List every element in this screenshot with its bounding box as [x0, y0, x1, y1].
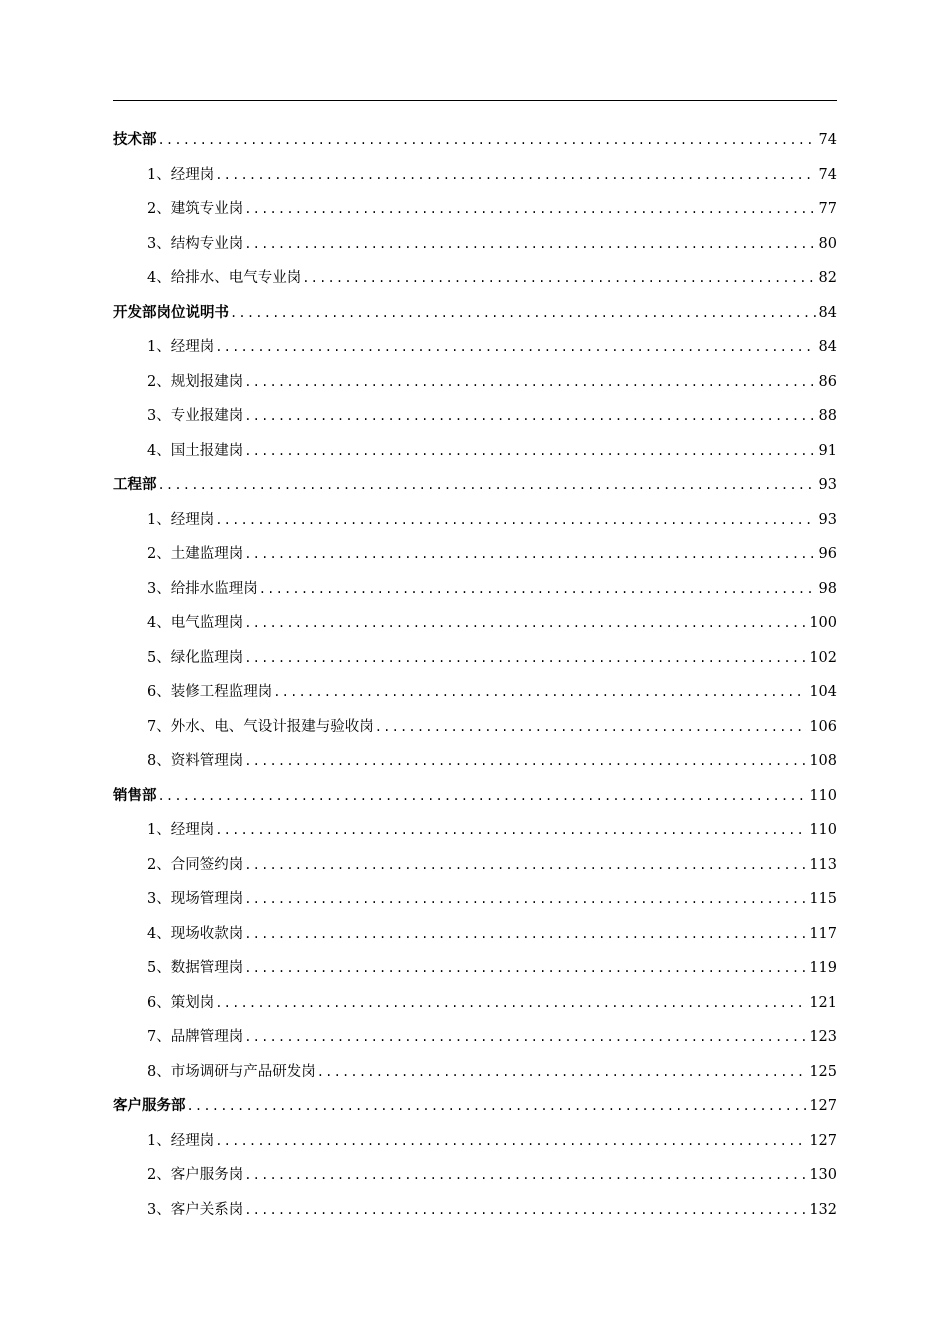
- dot-leader: [273, 675, 806, 710]
- toc-entry-label: 7、外水、电、气设计报建与验收岗: [147, 718, 374, 735]
- toc-entry-label: 3、给排水监理岗: [147, 580, 258, 597]
- toc-entry-label: 1、经理岗: [147, 822, 215, 838]
- toc-entry-label: 3、结构专业岗: [147, 235, 244, 252]
- toc-entry-page: 119: [809, 960, 837, 976]
- toc-entry-label: 工程部: [113, 476, 157, 493]
- header-rule: [113, 100, 837, 101]
- toc-entry[interactable]: [113, 158, 837, 193]
- toc-entry[interactable]: [113, 537, 837, 572]
- toc-entry[interactable]: [113, 882, 837, 917]
- toc-entry-label: 客户服务部: [113, 1097, 186, 1114]
- toc-entry-label: 2、规划报建岗: [147, 373, 244, 390]
- toc-entry[interactable]: [113, 744, 837, 779]
- toc-entry-section[interactable]: [113, 779, 837, 814]
- dot-leader: [244, 917, 806, 952]
- toc-entry-page: 102: [809, 649, 837, 666]
- toc-entry-page: 110: [809, 787, 837, 804]
- toc-entry-page: 88: [818, 408, 837, 424]
- dot-leader: [215, 1124, 806, 1159]
- dot-leader: [215, 503, 815, 538]
- toc-entry-label: 1、经理岗: [147, 339, 215, 355]
- dot-leader: [375, 710, 807, 745]
- toc-entry-page: 82: [818, 270, 837, 286]
- toc-entry-page: 100: [809, 615, 837, 631]
- toc-entry-label: 1、经理岗: [147, 166, 215, 183]
- toc-entry[interactable]: [113, 192, 837, 227]
- toc-entry-label: 1、经理岗: [147, 511, 215, 528]
- dot-leader: [244, 399, 815, 434]
- toc-entry-page: 123: [809, 1029, 837, 1045]
- toc-entry-label: 4、电气监理岗: [147, 615, 244, 631]
- toc-entry-page: 106: [809, 718, 837, 735]
- toc-entry-page: 98: [818, 580, 837, 597]
- dot-leader: [230, 296, 816, 331]
- dot-leader: [215, 813, 806, 848]
- toc-entry[interactable]: [113, 227, 837, 262]
- toc-entry-label: 销售部: [113, 786, 157, 804]
- dot-leader: [244, 848, 806, 883]
- table-of-contents: [113, 123, 837, 1227]
- toc-entry-page: 113: [809, 856, 837, 873]
- dot-leader: [244, 537, 815, 572]
- toc-entry[interactable]: [113, 813, 837, 848]
- toc-entry-page: 127: [809, 1132, 837, 1149]
- toc-entry-label: 8、资料管理岗: [147, 753, 244, 769]
- toc-entry[interactable]: [113, 848, 837, 883]
- toc-entry-page: 74: [818, 166, 837, 183]
- toc-entry[interactable]: [113, 1193, 837, 1228]
- toc-entry[interactable]: [113, 641, 837, 676]
- toc-entry-label: 3、现场管理岗: [147, 891, 244, 907]
- toc-entry-label: 8、市场调研与产品研发岗: [147, 1063, 316, 1080]
- dot-leader: [244, 1020, 806, 1055]
- toc-entry-page: 80: [818, 235, 837, 252]
- toc-entry[interactable]: [113, 1158, 837, 1193]
- toc-entry-label: 3、客户关系岗: [147, 1201, 244, 1218]
- toc-entry-label: 4、国土报建岗: [147, 442, 244, 459]
- toc-entry-page: 86: [818, 373, 837, 390]
- dot-leader: [302, 261, 815, 296]
- toc-entry-page: 127: [809, 1098, 837, 1114]
- toc-entry-page: 117: [809, 925, 837, 942]
- toc-entry-page: 125: [809, 1063, 837, 1080]
- dot-leader: [158, 779, 807, 814]
- toc-entry-page: 130: [809, 1167, 837, 1183]
- toc-entry-section[interactable]: [113, 296, 837, 331]
- toc-entry-label: 1、经理岗: [147, 1132, 215, 1149]
- toc-entry[interactable]: [113, 951, 837, 986]
- toc-entry-label: 2、土建监理岗: [147, 546, 244, 562]
- toc-entry-page: 96: [818, 546, 837, 562]
- toc-entry[interactable]: [113, 1020, 837, 1055]
- toc-entry[interactable]: [113, 572, 837, 607]
- toc-entry-label: 2、建筑专业岗: [147, 201, 244, 217]
- dot-leader: [244, 192, 815, 227]
- toc-entry[interactable]: [113, 261, 837, 296]
- dot-leader: [244, 882, 806, 917]
- toc-entry-page: 104: [809, 684, 837, 700]
- dot-leader: [244, 744, 806, 779]
- dot-leader: [215, 158, 815, 193]
- toc-entry-page: 74: [818, 132, 837, 148]
- toc-entry[interactable]: [113, 399, 837, 434]
- toc-entry-page: 93: [818, 477, 837, 493]
- dot-leader: [158, 123, 816, 158]
- toc-entry-page: 93: [818, 511, 837, 528]
- toc-entry-label: 7、品牌管理岗: [147, 1029, 244, 1045]
- toc-entry-section[interactable]: [113, 123, 837, 158]
- toc-entry-page: 110: [809, 822, 837, 838]
- toc-entry[interactable]: [113, 710, 837, 745]
- toc-entry-section[interactable]: [113, 468, 837, 503]
- dot-leader: [317, 1055, 807, 1090]
- toc-entry-label: 6、装修工程监理岗: [147, 684, 273, 700]
- toc-entry-label: 4、给排水、电气专业岗: [147, 270, 302, 286]
- toc-entry-label: 2、合同签约岗: [147, 856, 244, 873]
- dot-leader: [244, 951, 806, 986]
- dot-leader: [215, 330, 815, 365]
- dot-leader: [215, 986, 806, 1021]
- toc-entry-page: 132: [809, 1201, 837, 1218]
- toc-entry-page: 115: [809, 891, 837, 907]
- toc-entry[interactable]: [113, 503, 837, 538]
- toc-entry[interactable]: [113, 917, 837, 952]
- dot-leader: [259, 572, 816, 607]
- toc-entry-page: 84: [818, 304, 837, 321]
- dot-leader: [244, 606, 806, 641]
- toc-entry-label: 3、专业报建岗: [147, 408, 244, 424]
- dot-leader: [158, 468, 816, 503]
- dot-leader: [244, 365, 815, 400]
- toc-entry-label: 2、客户服务岗: [147, 1167, 244, 1183]
- toc-entry-page: 108: [809, 753, 837, 769]
- toc-entry[interactable]: [113, 365, 837, 400]
- dot-leader: [244, 1158, 806, 1193]
- toc-entry-label: 5、数据管理岗: [147, 960, 244, 976]
- toc-entry[interactable]: [113, 675, 837, 710]
- toc-entry[interactable]: [113, 1055, 837, 1090]
- toc-entry[interactable]: [113, 606, 837, 641]
- toc-entry-page: 84: [818, 339, 837, 355]
- toc-entry-section[interactable]: [113, 1089, 837, 1124]
- dot-leader: [187, 1089, 807, 1124]
- dot-leader: [244, 227, 815, 262]
- toc-entry-label: 技术部: [113, 131, 157, 148]
- dot-leader: [244, 434, 815, 469]
- toc-entry-label: 4、现场收款岗: [147, 925, 244, 942]
- toc-entry-label: 6、策划岗: [147, 994, 215, 1011]
- toc-entry-label: 开发部岗位说明书: [113, 303, 229, 321]
- dot-leader: [244, 1193, 806, 1228]
- dot-leader: [244, 641, 806, 676]
- toc-entry[interactable]: [113, 986, 837, 1021]
- toc-entry-page: 91: [818, 442, 837, 459]
- toc-entry[interactable]: [113, 1124, 837, 1159]
- toc-entry-page: 121: [809, 994, 837, 1011]
- toc-entry[interactable]: [113, 434, 837, 469]
- toc-entry-label: 5、绿化监理岗: [147, 649, 244, 666]
- toc-entry-page: 77: [818, 201, 837, 217]
- toc-entry[interactable]: [113, 330, 837, 365]
